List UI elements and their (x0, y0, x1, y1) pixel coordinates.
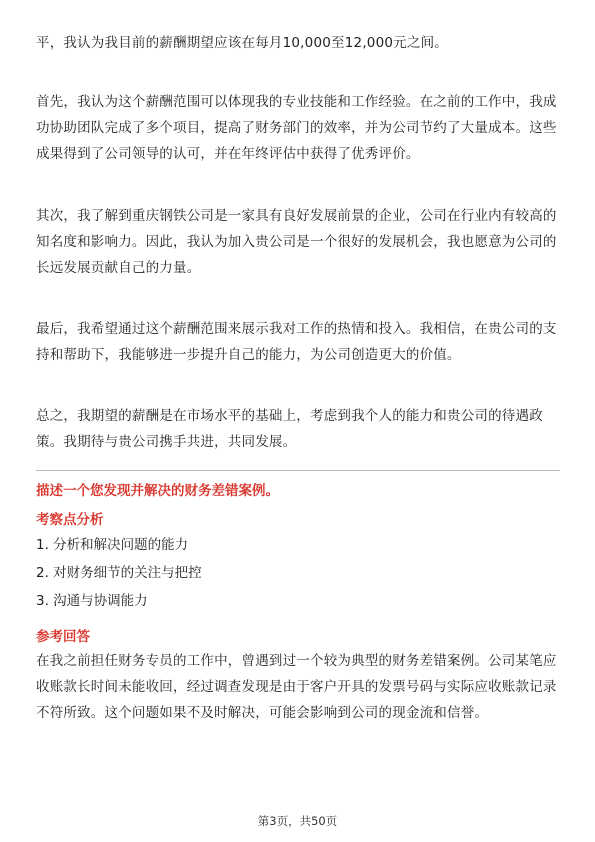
reference-answer-heading: 参考回答 (36, 629, 90, 645)
analysis-item: 2. 对财务细节的关注与把控 (36, 565, 202, 581)
analysis-heading: 考察点分析 (36, 512, 104, 528)
analysis-item: 1. 分析和解决问题的能力 (36, 537, 189, 553)
analysis-list (36, 532, 202, 616)
paragraph-conclusion: 总之，我期望的薪酬是在市场水平的基础上，考虑到我个人的能力和贵公司的待遇政策。我期待与贵公司携手共进，共同发展。 (36, 408, 543, 450)
paragraph-first-reason: 首先，我认为这个薪酬范围可以体现我的专业技能和工作经验。在之前的工作中，我成功协助团队完成了多个项目，提高了财务部门的效率，并为公司节约了大量成本。这些成果得到了公司领导的认可，并在年终评估中获得了优秀评价。 (36, 94, 557, 162)
analysis-item: 3. 沟通与协调能力 (36, 593, 148, 609)
reference-answer-text: 在我之前担任财务专员的工作中，曾遇到过一个较为典型的财务差错案例。公司某笔应收账款长时间未能收回，经过调查发现是由于客户开具的发票号码与实际应收账款记录不符所致。这个问题如果不及时解决，可能会影响到公司的现金流和信誉。 (36, 653, 557, 721)
paragraph-salary-expectation: 平，我认为我目前的薪酬期望应该在每月10,000至12,000元之间。 (36, 35, 448, 51)
paragraph-second-reason: 其次，我了解到重庆钢铁公司是一家具有良好发展前景的企业，公司在行业内有较高的知名度和影响力。因此，我认为加入贵公司是一个很好的发展机会，我也愿意为公司的长远发展贡献自己的力量。 (36, 208, 557, 276)
section-divider (36, 470, 560, 471)
interview-question: 描述一个您发现并解决的财务差错案例。 (36, 483, 279, 499)
page-number-footer: 第3页，共50页 (257, 814, 338, 828)
paragraph-third-reason: 最后，我希望通过这个薪酬范围来展示我对工作的热情和投入。我相信，在贵公司的支持和帮助下，我能够进一步提升自己的能力，为公司创造更大的价值。 (36, 321, 557, 363)
